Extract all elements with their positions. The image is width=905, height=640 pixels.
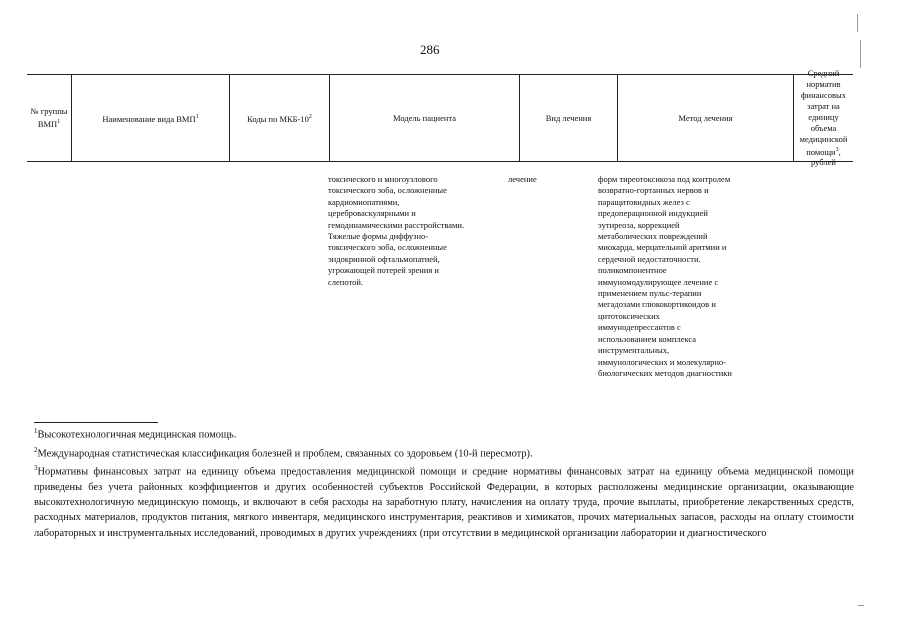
header-avg-cost-label: Средний норматив финансовых затрат на единицу объема медицинской помощи$^3$, рублей xyxy=(799,67,848,168)
header-icd-codes xyxy=(229,75,329,161)
page-number: 286 xyxy=(420,42,440,57)
header-group-number xyxy=(27,75,71,161)
scan-artifact xyxy=(857,14,858,32)
header-treatment-method xyxy=(617,75,793,161)
footnotes xyxy=(34,424,854,541)
scan-artifact xyxy=(858,605,864,606)
header-patient-model xyxy=(329,75,519,161)
header-group-number-label: № группы ВМП$^1$ xyxy=(30,106,68,129)
cell-treatment-type: лечение xyxy=(508,174,537,184)
header-vmp-name-label: Наименование вида ВМП$^1$ xyxy=(102,113,199,124)
header-treatment-type xyxy=(519,75,617,161)
header-avg-cost xyxy=(793,67,853,168)
footnote-1: $^1$Высокотехнологичная медицинская помощь. xyxy=(34,427,237,441)
footnote-3: $^3$Нормативы финансовых затрат на единицу объема предоставления медицинской помощи и средние нормативы финансовых затрат на единицу объема медицинской помощи приведены без учета районных коэффициентов и других особенностей субъектов Российской Федерации, в которых расположены медицинские организации, оказывающие высокотехнологичную медицинскую помощь, и включают в себя расходы на заработную плату, начисления на оплату труда, прочие выплаты, приобретение лекарственных средств, расходных материалов, продуктов питания, мягкого инвентаря, медицинского инструментария, реактивов и химикатов, прочих материальных запасов, расходы на оплату стоимости лабораторных и инструментальных исследований, проводимых в других учреждениях (при отсутствии в медицинской организации лаборатории и диагностического xyxy=(34,464,854,539)
cell-treatment-method: форм тиреотоксикоза под контролем возвратно-гортанных нервов и паращитовидных желез с предоперационной индукцией эутиреоза, коррекцией метаболических повреждений миокарда, мерцательной аритмии и сердечной недостаточности. поликомпонентное иммуномодулирующее лечение с применением пульс-терапии мегадозами глюкокортикоидов и цитотоксических иммунодепрессантов с использованием комплекса инструментальных, иммунологических и молекулярно- биологических методов диагностики xyxy=(598,174,732,378)
header-treatment-method-label: Метод лечения xyxy=(678,112,733,123)
header-vmp-name xyxy=(71,75,229,161)
footnote-2: $^2$Международная статистическая классификация болезней и проблем, связанных со здоровьем (10-й пересмотр). xyxy=(34,445,533,460)
table-header xyxy=(27,67,853,168)
cell-patient-model: токсического и многоузлового токсического зоба, осложненные кардиомиопатиями, цереброваскулярными и гемодинамическими расстройствами. Тяжелые формы диффузно- токсического зоба, осложненные эндокринной офтальмопатией, угрожающей потерей зрения и слепотой. xyxy=(328,174,465,287)
footnote-divider xyxy=(34,422,158,423)
header-icd-codes-label: Коды по МКБ-$10^2$ xyxy=(247,113,312,124)
scan-artifact xyxy=(860,40,861,68)
header-patient-model-label: Модель пациента xyxy=(392,112,457,123)
header-treatment-type-label: Вид лечения xyxy=(545,112,592,123)
